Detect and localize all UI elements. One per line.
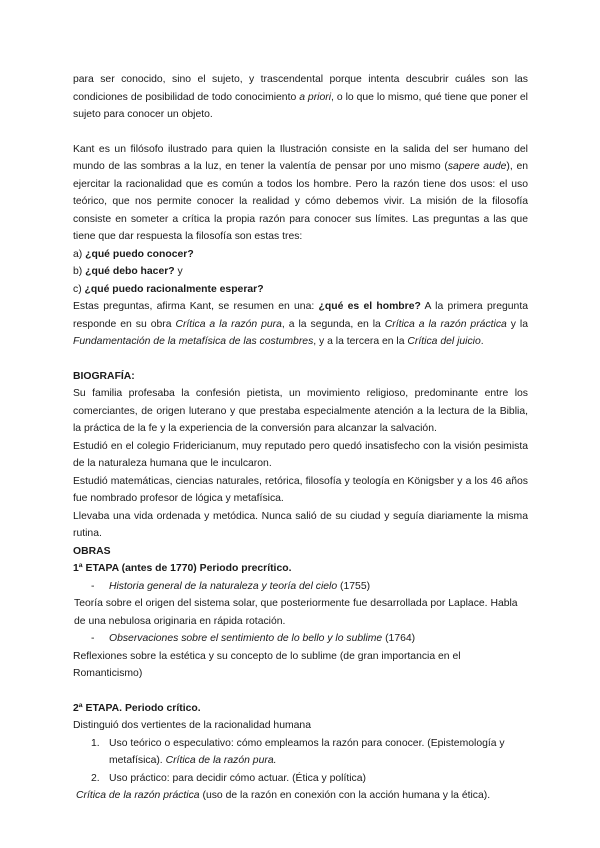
- work-critica-razon-practica: Crítica a la razón práctica: [384, 318, 507, 330]
- biografia-paragraph-3: Estudió matemáticas, ciencias naturales, retórica, filosofía y teología en Königsber y a los 46 años fue nombrado profesor de lógica y metafísica.: [73, 475, 528, 504]
- etapa1-work-2-description: Reflexiones sobre la estética y su concepto de lo sublime (de gran importancia en el Romanticismo): [73, 650, 461, 679]
- kant-illustration-paragraph: Kant es un filósofo ilustrado para quien la Ilustración consiste en la salida del ser humano del mundo de las sombras a la luz, en tener la valentía de pensar por uno mismo (sapere aude), en ejercitar la racionalidad que es común a todos los hombre. Pero la razón tiene dos usos: el uso teórico, que nos permite conocer la realidad y cómo debemos vivir. La misión de la filosofía consiste en someter a crítica la propia razón para conocer sus límites. Las preguntas a las que tiene que dar respuesta la filosofía son estas tres:: [73, 143, 529, 242]
- intro-paragraph: para ser conocido, sino el sujeto, y trascendental porque intenta descubrir cuáles son las condiciones de posibilidad de todo conocimiento a priori, o lo que lo mismo, qué tiene que poner el sujeto para conocer un objeto.: [73, 74, 528, 120]
- work-critica-razon-practica-2: Crítica de la razón práctica: [76, 790, 200, 801]
- question-c: c) ¿qué puedo racionalmente esperar?: [73, 283, 264, 295]
- work-observaciones: Observaciones sobre el sentimiento de lo bello y lo sublime: [109, 633, 383, 644]
- question-a: a) ¿qué puedo conocer?: [73, 248, 194, 260]
- work-critica-juicio: Crítica del juicio: [407, 336, 481, 347]
- etapa2-closing: Crítica de la razón práctica (uso de la razón en conexión con la acción humana y la ética).: [76, 790, 491, 801]
- sapere-aude-term: sapere aude: [447, 161, 507, 172]
- question-b: b) ¿qué debo hacer? y: [73, 266, 183, 277]
- etapa1-work-2: - Observaciones sobre el sentimiento de lo bello y lo sublime (1764): [91, 633, 416, 644]
- work-critica-razon-pura: Crítica a la razón pura: [175, 318, 282, 330]
- biografia-heading: BIOGRAFÍA:: [73, 370, 135, 382]
- etapa1-work-1: - Historia general de la naturaleza y teoría del cielo (1755): [91, 580, 371, 592]
- etapa2-item-2: 2. Uso práctico: para decidir cómo actuar. (Ética y política): [91, 772, 366, 784]
- biografia-paragraph-1: Su familia profesaba la confesión pietista, un movimiento religioso, predominante entre los comerciantes, de origen luterano y que prestaba especialmente atención a la lectura de la Biblia, la práctica de la fe y la experiencia de la conversión para alcanzar la salvación.: [73, 388, 528, 434]
- work-historia-general: Historia general de la naturaleza y teoría del cielo: [109, 580, 338, 592]
- document-body: [73, 71, 528, 805]
- a-priori-term: a priori: [299, 91, 332, 103]
- etapa1-work-1-description: Teoría sobre el origen del sistema solar, que posteriormente fue desarrollada por Laplace. Habla de una nebulosa originaria en rápida rotación.: [74, 598, 518, 627]
- biografia-paragraph-4: Llevaba una vida ordenada y metódica. Nunca salió de su ciudad y seguía diariamente la misma rutina.: [73, 510, 528, 539]
- biografia-paragraph-2: Estudió en el colegio Fridericianum, muy reputado pero quedó insatisfecho con la visión pesimista de la naturaleza humana que le inculcaron.: [73, 440, 528, 469]
- kant-works-paragraph: Estas preguntas, afirma Kant, se resumen en una: ¿qué es el hombre? A la primera pregunta responde en su obra Crítica a la razón pura, a la segunda, en la Crítica a la razón práctica y la Fundamentación de la metafísica de las costumbres, y a la tercera en la Crítica del juicio.: [73, 301, 528, 347]
- work-fundamentacion: Fundamentación de la metafísica de las costumbres: [73, 336, 314, 347]
- etapa2-title: 2ª ETAPA. Periodo crítico.: [73, 702, 201, 714]
- etapa2-intro: Distinguió dos vertientes de la racionalidad humana: [73, 720, 311, 731]
- etapa1-title: 1ª ETAPA (antes de 1770) Periodo precrítico.: [73, 563, 292, 574]
- obras-heading: OBRAS: [73, 545, 111, 557]
- etapa2-item-1: 1. Uso teórico o especulativo: cómo empleamos la razón para conocer. (Epistemología y metafísica). Crítica de la razón pura.: [91, 737, 505, 766]
- work-critica-razon-pura-2: Crítica de la razón pura.: [165, 755, 277, 766]
